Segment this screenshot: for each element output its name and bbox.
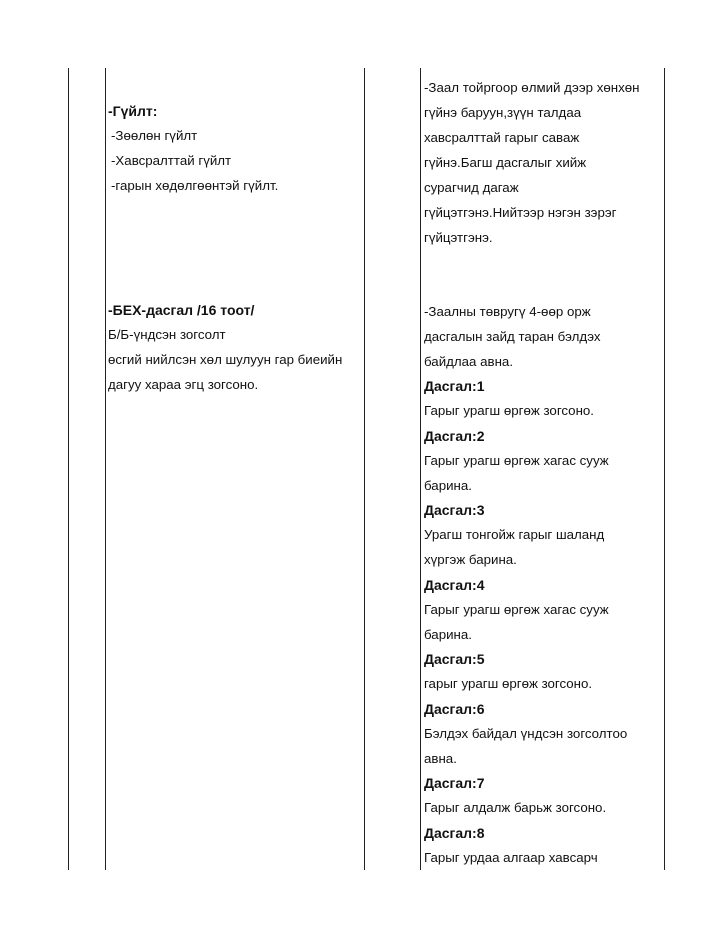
exercise-step: Гарыг урагш өргөж зогсоно. bbox=[424, 403, 594, 418]
exercise-step: Урагш тонгойж гарыг шаланд bbox=[424, 527, 605, 542]
running-item: -Хавсралттай гүйлт bbox=[111, 153, 232, 168]
exercise-title: Дасгал:2 bbox=[424, 428, 485, 444]
running-item: -Зөөлөн гүйлт bbox=[111, 128, 198, 143]
running-description-line: -Заал тойргоор өлмий дээр хөнхөн bbox=[424, 80, 640, 95]
intro-line: байдлаа авна. bbox=[424, 354, 514, 369]
exercise-line: өсгий нийлсэн хөл шулуун гар биеийн bbox=[108, 352, 343, 367]
exercise-heading: -БЕХ-дасгал /16 тоот/ bbox=[108, 302, 255, 318]
exercise-title: Дасгал:4 bbox=[424, 577, 485, 593]
table-border-col3 bbox=[420, 68, 421, 870]
exercise-step: Гарыг урдаа алгаар хавсарч bbox=[424, 850, 598, 865]
exercise-step: барина. bbox=[424, 478, 472, 493]
table-border-col1 bbox=[105, 68, 106, 870]
exercise-title: Дасгал:7 bbox=[424, 775, 485, 791]
exercise-step: авна. bbox=[424, 751, 457, 766]
exercise-title: Дасгал:6 bbox=[424, 701, 485, 717]
running-item: -гарын хөдөлгөөнтэй гүйлт. bbox=[111, 178, 279, 193]
exercise-step: барина. bbox=[424, 627, 472, 642]
exercise-title: Дасгал:5 bbox=[424, 651, 485, 667]
running-description-line: гүйцэтгэнэ.Нийтээр нэгэн зэрэг bbox=[424, 205, 617, 220]
exercise-step: гарыг урагш өргөж зогсоно. bbox=[424, 676, 593, 691]
exercise-title: Дасгал:8 bbox=[424, 825, 485, 841]
exercise-step: хүргэж барина. bbox=[424, 552, 517, 567]
table-border-col2 bbox=[364, 68, 365, 870]
exercise-step: Бэлдэх байдал үндсэн зогсолтоо bbox=[424, 726, 628, 741]
running-heading: -Гүйлт: bbox=[108, 103, 158, 119]
exercise-title: Дасгал:1 bbox=[424, 378, 485, 394]
table-border-right bbox=[664, 68, 665, 870]
running-description-line: гүйнэ баруун,зүүн талдаа bbox=[424, 105, 582, 120]
exercise-step: Гарыг алдалж барьж зогсоно. bbox=[424, 800, 607, 815]
intro-line: -Заалны төвругү 4-өөр орж bbox=[424, 304, 591, 319]
exercise-line: дагуу хараа эгц зогсоно. bbox=[108, 377, 259, 392]
running-description-line: гүйцэтгэнэ. bbox=[424, 230, 493, 245]
exercise-step: Гарыг урагш өргөж хагас сууж bbox=[424, 453, 609, 468]
exercise-title: Дасгал:3 bbox=[424, 502, 485, 518]
intro-line: дасгалын зайд таран бэлдэх bbox=[424, 329, 601, 344]
exercise-step: Гарыг урагш өргөж хагас сууж bbox=[424, 602, 609, 617]
exercise-line: Б/Б-үндсэн зогсолт bbox=[108, 327, 226, 342]
running-description-line: хавсралттай гарыг саваж bbox=[424, 130, 580, 145]
table-border-left bbox=[68, 68, 69, 870]
running-description-line: гүйнэ.Багш дасгалыг хийж bbox=[424, 155, 587, 170]
running-description-line: сурагчид дагаж bbox=[424, 180, 519, 195]
